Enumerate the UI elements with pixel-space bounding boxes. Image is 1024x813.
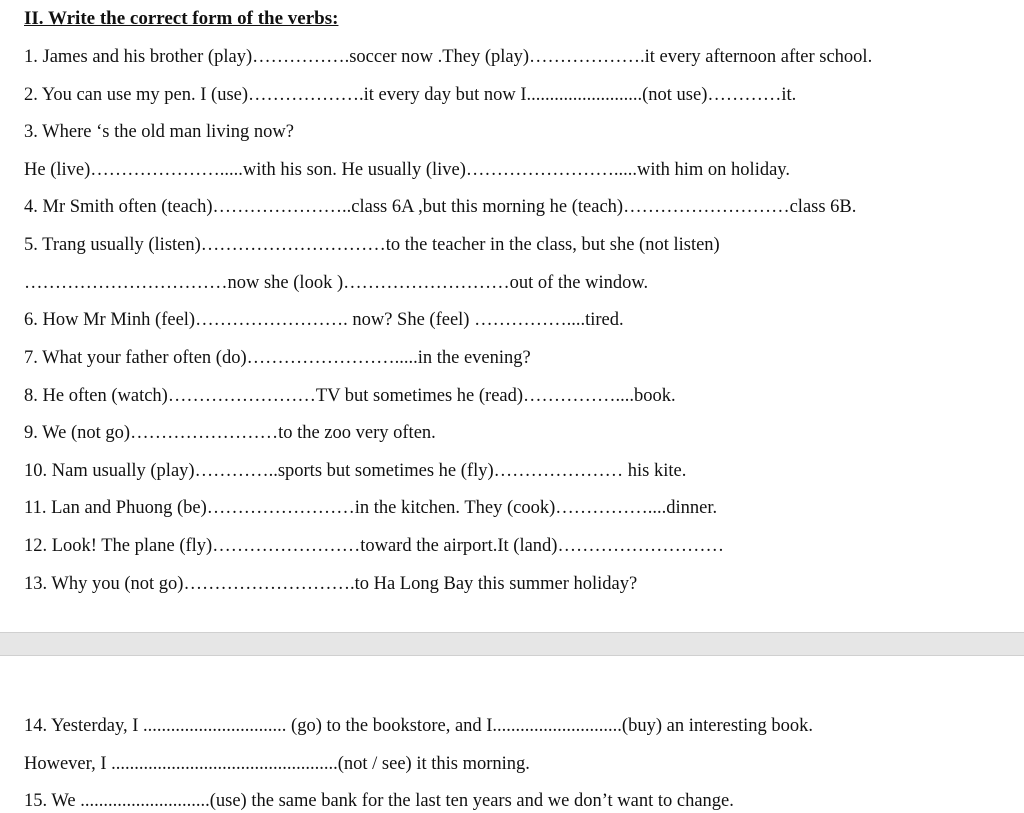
exercise-line-14b: However, I .................................................(not / see) it this morning. [24,754,530,774]
exercise-line-6: 6. How Mr Minh (feel)……………………. now? She (feel) ……………....tired. [24,310,624,330]
worksheet-page-2 [0,656,1024,811]
exercise-line-5: 5. Trang usually (listen)…………………………to the teacher in the class, but she (not listen) [24,235,720,255]
exercise-line-10: 10. Nam usually (play)…………..sports but sometimes he (fly)………………… his kite. [24,461,687,481]
exercise-line-9: 9. We (not go)……………………to the zoo very often. [24,423,436,443]
page-break-divider [0,632,1024,656]
exercise-line-5b: ……………………………now she (look )………………………out of the window. [24,273,649,293]
exercise-line-8: 8. He often (watch)……………………TV but sometimes he (read)……………....book. [24,386,676,406]
section-heading: II. Write the correct form of the verbs: [24,8,339,29]
exercise-line-1: 1. James and his brother (play)…………….soccer now .They (play)……………….it every afternoon after school. [24,47,873,67]
exercise-line-2: 2. You can use my pen. I (use)……………….it every day but now I.........................(not use)…………it. [24,85,797,105]
exercise-line-11: 11. Lan and Phuong (be)……………………in the kitchen. They (cook)……………....dinner. [24,498,718,518]
exercise-line-7: 7. What your father often (do)…………………….....in the evening? [24,348,531,368]
exercise-line-13: 13. Why you (not go)……………………….to Ha Long Bay this summer holiday? [24,574,638,594]
exercise-line-3: 3. Where ‘s the old man living now? [24,122,294,142]
exercise-line-4: 4. Mr Smith often (teach)…………………..class 6A ,but this morning he (teach)………………………class 6B. [24,197,857,217]
exercise-line-3b: He (live)………………….....with his son. He usually (live)…………………….....with him on holiday. [24,160,790,180]
exercise-line-12: 12. Look! The plane (fly)……………………toward the airport.It (land)……………………… [24,536,724,556]
exercise-line-14: 14. Yesterday, I ............................... (go) to the bookstore, and I............................(buy) an interesting book. [24,716,814,736]
exercise-line-15: 15. We ............................(use) the same bank for the last ten years and we don’t want to change. [24,791,734,811]
